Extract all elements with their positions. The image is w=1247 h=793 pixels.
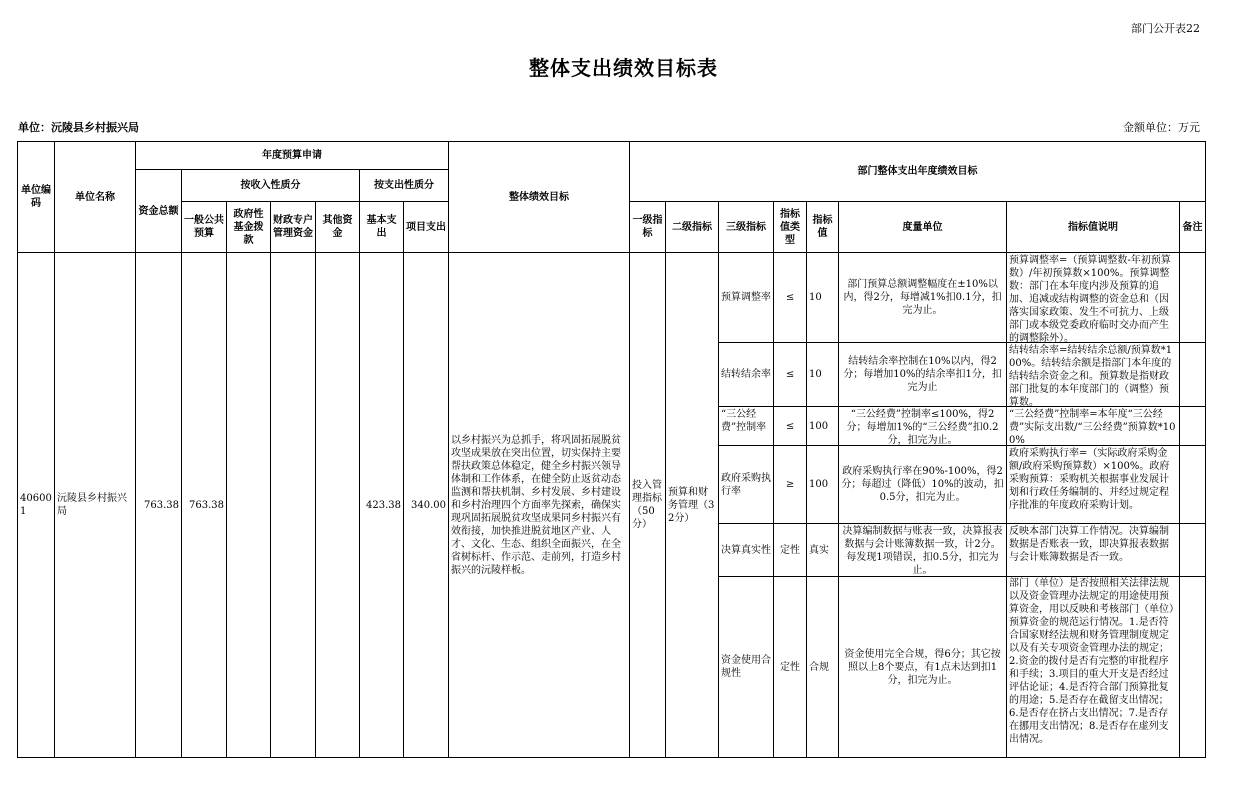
header-value: 指标值	[807, 202, 839, 253]
table-row	[18, 253, 1206, 343]
indicator-remark	[1180, 577, 1206, 758]
indicator-measure-text: 决算编制数据与账表一致，决算报表数据与会计账簿数据一致，计2分。每发现1项错误，扣0.5分，扣完为止。	[842, 525, 1003, 576]
indicator-remark	[1180, 446, 1206, 524]
amount-unit-label: 金额单位：万元	[1123, 121, 1200, 134]
indicator-remark	[1180, 253, 1206, 343]
header-dept-goal: 部门整体支出年度绩效目标	[630, 142, 1206, 202]
header-level1: 一级指标	[630, 202, 666, 253]
indicator-desc-text: 政府采购执行率=（实际政府采购金额/政府采购预算数）×100%。政府采购预算：采购机关根据事业发展计划和行政任务编制的、并经过规定程序批准的年度政府采购计划。	[1009, 447, 1170, 511]
indicator-value: 100	[807, 446, 839, 524]
indicator-name: 政府采购执行率	[719, 446, 774, 524]
unit-name-cell: 沅陵县乡村振兴局	[55, 253, 136, 758]
basic-expense-cell: 423.38	[360, 253, 404, 758]
indicator-type: 定性	[774, 524, 807, 577]
indicator-desc	[1007, 343, 1180, 407]
header-project-expense: 项目支出	[404, 202, 449, 253]
indicator-value: 10	[807, 343, 839, 407]
indicator-remark	[1180, 343, 1206, 407]
header-special-mgmt: 财政专户管理资金	[271, 202, 316, 253]
header-measure-unit: 度量单位	[839, 202, 1007, 253]
indicator-measure: 政府采购执行率在90%-100%，得2分；每超过（降低）10%的波动，扣0.5分，扣完为止。	[839, 446, 1007, 524]
indicator-desc-text: 部门（单位）是否按照相关法律法规以及资金管理办法规定的用途使用预算资金，用以反映和考核部门（单位）预算资金的规范运行情况。1.是否符合国家财经法规和财务管理制度规定以及有关专项资金管理办法的规定；2.资金的拨付是否有完整的审批程序和手续；3.项目的重大开支是否经过评估论证；4.是否符合部门预算批复的用途；5.是否存在截留支出情况；6.是否存在挤占支出情况；7.是否存在挪用支出情况；8.是否存在虚列支出情况。	[1009, 578, 1175, 745]
indicator-value: 真实	[807, 524, 839, 577]
indicator-name: 决算真实性	[719, 524, 774, 577]
header-value-desc: 指标值说明	[1007, 202, 1180, 253]
indicator-desc-text: “三公经费”控制率=本年度“三公经费”实际支出数/“三公经费”预算数*100%	[1009, 408, 1176, 445]
indicator-desc-text: 预算调整率=（预算调整数-年初预算数）/年初预算数×100%。预算调整数：部门在本年度内涉及预算的追加、追减或结构调整的资金总和（因落实国家政策、发生不可抗力、上级部门或本级党委政府临时交办而产生的调整除外）。	[1009, 254, 1171, 342]
level2-cell: 预算和财务管理（32分）	[666, 253, 719, 758]
special-mgmt-cell	[271, 253, 316, 758]
header-total-funds: 资金总额	[136, 170, 182, 253]
indicator-remark	[1180, 407, 1206, 446]
header-general-public: 一般公共预算	[182, 202, 227, 253]
indicator-name: 结转结余率	[719, 343, 774, 407]
indicator-name: 预算调整率	[719, 253, 774, 343]
indicator-measure: 结转结余率控制在10%以内，得2分；每增加10%的结余率扣1分，扣完为止	[839, 343, 1007, 407]
header-basic-expense: 基本支出	[360, 202, 404, 253]
unit-label: 单位：沅陵县乡村振兴局	[18, 121, 139, 134]
indicator-measure: 资金使用完全合规，得6分；其它按照以上8个要点，有1点未达到扣1分，扣完为止。	[839, 577, 1007, 758]
header-unit-name: 单位名称	[55, 142, 136, 253]
indicator-type: ≤	[774, 253, 807, 343]
indicator-name-text: “三公经费”控制率	[721, 408, 767, 433]
level1-cell: 投入管理指标（50分）	[630, 253, 666, 758]
header-other-funds: 其他资金	[316, 202, 360, 253]
indicator-type: 定性	[774, 577, 807, 758]
indicator-desc	[1007, 407, 1180, 446]
header-remark: 备注	[1180, 202, 1206, 253]
header-gov-fund: 政府性基金拨款	[227, 202, 271, 253]
table-number-label: 部门公开表22	[1131, 22, 1200, 35]
indicator-type: ≤	[774, 407, 807, 446]
indicator-value: 合规	[807, 577, 839, 758]
gov-fund-cell	[227, 253, 271, 758]
indicator-measure	[839, 524, 1007, 577]
indicator-measure	[839, 407, 1007, 446]
indicator-value: 100	[807, 407, 839, 446]
header-unit-code: 单位编码	[18, 142, 55, 253]
indicator-desc-text: 反映本部门决算工作情况。决算编制数据是否账表一致，即决算报表数据与会计账簿数据是否一致。	[1009, 525, 1170, 563]
header-by-income: 按收入性质分	[182, 170, 360, 202]
indicator-desc	[1007, 577, 1180, 758]
indicator-remark	[1180, 524, 1206, 577]
indicator-desc	[1007, 524, 1180, 577]
project-expense-cell: 340.00	[404, 253, 449, 758]
indicator-desc-text: 结转结余率=结转结余总额/预算数*100%。结转结余额是指部门本年度的结转结余资金之和。预算数是指财政部门批复的本年度部门的（调整）预算数。	[1009, 344, 1173, 406]
performance-goal-table	[17, 141, 1206, 758]
unit-code-cell: 406001	[18, 253, 55, 758]
indicator-type: ≥	[774, 446, 807, 524]
indicator-name	[719, 407, 774, 446]
indicator-measure: 部门预算总额调整幅度在±10%以内，得2分，每增减1%扣0.1分，扣完为止。	[839, 253, 1007, 343]
overall-goal-cell: 以乡村振兴为总抓手，将巩固拓展脱贫攻坚成果放在突出位置，切实保持主要帮扶政策总体稳定，健全乡村振兴领导体制和工作体系，在健全防止返贫动态监测和帮扶机制、乡村发展、乡村建设和乡村治理四个方面率先探索，确保实现巩固拓展脱贫攻坚成果同乡村振兴有效衔接，加快推进脱贫地区产业、人才、文化、生态、组织全面振兴，在全省树标杆、作示范、走前列，打造乡村振兴的沅陵样板。	[449, 253, 630, 758]
indicator-desc	[1007, 253, 1180, 343]
header-overall-goal: 整体绩效目标	[449, 142, 630, 253]
header-annual-budget: 年度预算申请	[136, 142, 449, 170]
total-funds-cell: 763.38	[136, 253, 182, 758]
header-level2: 二级指标	[666, 202, 719, 253]
header-by-expense: 按支出性质分	[360, 170, 449, 202]
indicator-type: ≤	[774, 343, 807, 407]
header-level3: 三级指标	[719, 202, 774, 253]
page-title: 整体支出绩效目标表	[529, 56, 718, 80]
indicator-value: 10	[807, 253, 839, 343]
general-public-cell: 763.38	[182, 253, 227, 758]
indicator-name: 资金使用合规性	[719, 577, 774, 758]
header-value-type: 指标值类型	[774, 202, 807, 253]
indicator-desc	[1007, 446, 1180, 524]
other-funds-cell	[316, 253, 360, 758]
indicator-measure-text: “三公经费”控制率≤100%，得2分；每增加1%的“三公经费”扣0.2分，扣完为止。	[846, 408, 999, 445]
